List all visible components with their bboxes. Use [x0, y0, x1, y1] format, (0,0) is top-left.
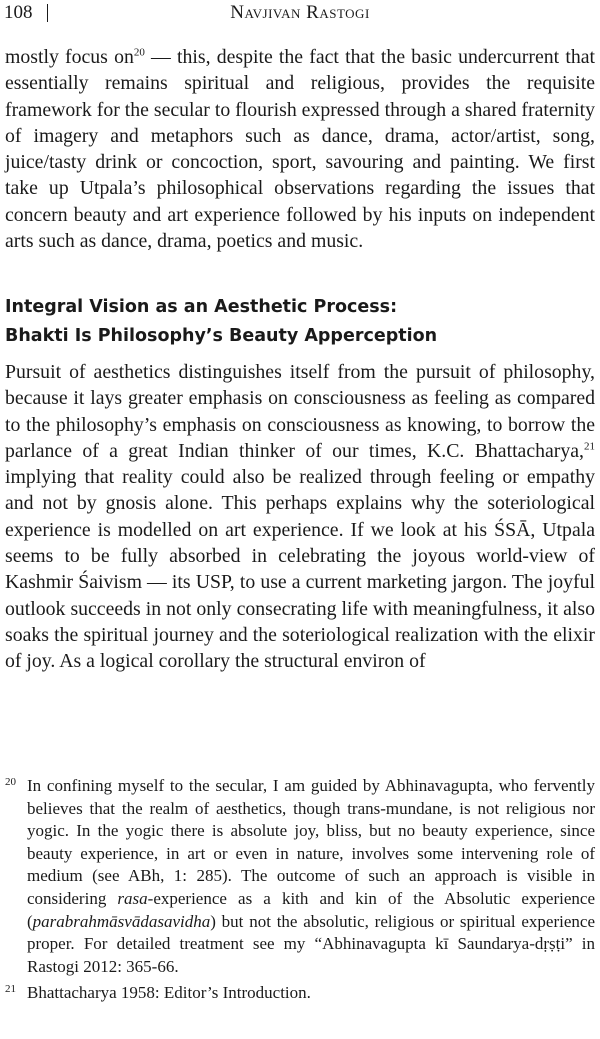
- paragraph-2-part-1: Pursuit of aesthetics distinguishes itself from the pursuit of philosophy, because it lays greater emphasis on consciousness as feeling as compared to the philosophy’s emphasis on consciousness as knowing, to borrow the parlance of a great Indian thinker of our times, K.C. Bhattacharya,: [5, 361, 595, 462]
- body-paragraph-1: [5, 44, 595, 254]
- section-heading: [5, 293, 595, 351]
- paragraph-1-rest: — this, despite the fact that the basic undercurrent that essentially remains spiritual and religious, provides the requisite framework for the secular to flourish expressed through a shared fraternity of imagery and metaphors such as dance, drama, actor/artist, song, juice/tasty drink or concoction, sport, savouring and painting. We first take up Utpala’s philosophical observations regarding the issues that concern beauty and art experience followed by his inputs on independent arts such as dance, drama, poetics and music.: [5, 46, 595, 253]
- footnote-20-text-a: In confining myself to the secular, I am guided by Abhinavagupta, who fervently believes that the realm of aesthetics, though trans-mundane, is not religious nor yogic. In the yogic there is absolute joy, bliss, but no beauty experience, since beauty experience, in art or even in nature, involves some intervening role of medium (see ABh, 1: 285). The outcome of such an approach is visible in considering: [27, 776, 595, 908]
- running-head-author: Navjivan Rastogi: [230, 2, 370, 23]
- footnote-20-italic-term: parabrahmāsvādasavidha: [32, 911, 211, 931]
- heading-line-1: Integral Vision as an Aesthetic Process:: [5, 297, 398, 317]
- footnote-20-text-b: -experience as a kith and kin of the Absolutic experience (: [27, 888, 595, 931]
- footnote-20-text-c: ) but not the absolutic, religious or spiritual experience proper. For detailed treatment see my “Abhinavagupta kī Saundarya-dṛṣṭi” in Rastogi 2012: 365-66.: [27, 911, 595, 976]
- paragraph-2-part-2: implying that reality could also be realized through feeling or empathy and not by gnosis alone. This perhaps explains why the soteriological experience is modelled on art experience. If we look at his ŚSĀ, Utpala seems to be fully absorbed in celebrating the joyous world-view of Kashmir Śaivism — its USP, to use a current marketing jargon. The joyful outlook succeeds in not only consecrating life with meaningfulness, it also soaks the spiritual journey and the soteriological realization with the elixir of joy. As a logical corollary the structural environ of: [5, 466, 595, 673]
- paragraph-1-lead: mostly focus on: [5, 46, 134, 68]
- page-header: [4, 0, 596, 28]
- footnotes: [5, 775, 595, 1005]
- paragraph-2-text: [5, 359, 595, 675]
- footnote-21: [5, 982, 595, 1005]
- footnote-20-number: 20: [5, 776, 16, 788]
- note-ref-20[interactable]: 20: [133, 46, 145, 59]
- note-ref-21[interactable]: 21: [584, 440, 595, 453]
- paragraph-1-text: [5, 44, 595, 254]
- footnote-21-text: Bhattacharya 1958: Editor’s Introduction.: [27, 983, 311, 1003]
- page-number: 108: [4, 2, 33, 23]
- footnote-21-number: 21: [5, 983, 16, 996]
- body-paragraph-2: [5, 359, 595, 675]
- footnote-20: [5, 775, 595, 978]
- heading-line-2: Bhakti Is Philosophy’s Beauty Apperception: [5, 326, 438, 346]
- footnote-20-italic-rasa: rasa: [117, 888, 148, 908]
